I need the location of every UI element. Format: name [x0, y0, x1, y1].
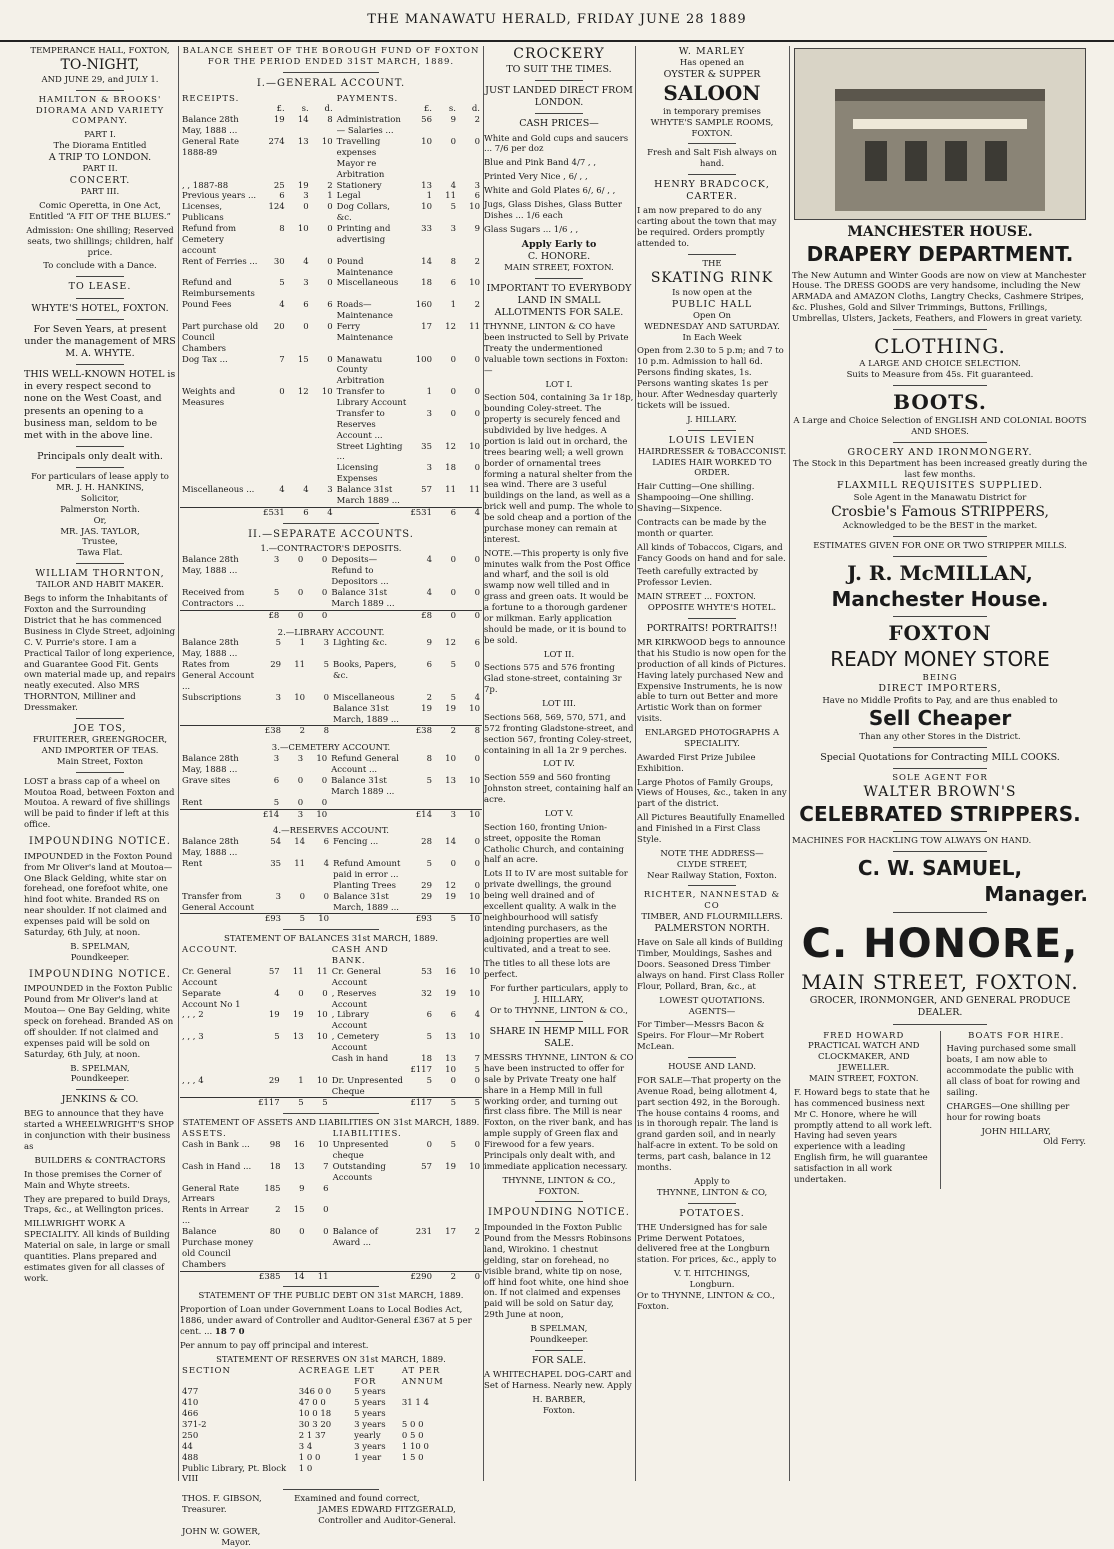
longburn-text: Longburn.	[689, 1280, 735, 1291]
fish-text: Fresh and Salt Fish always on hand.	[647, 148, 777, 170]
toes-address: Main Street, Foxton	[56, 756, 144, 767]
spelman-name-3: B SPELMAN,	[530, 1324, 588, 1335]
hankins-role: Solicitor,	[80, 493, 120, 504]
toes-name: JOE TOS,	[73, 722, 127, 734]
flaxmill-text: FLAXMILL REQUISITES SUPPLIED.	[837, 480, 1043, 492]
diorama-ad	[24, 46, 176, 272]
hall-heading: TEMPERANCE HALL, FOXTON,	[30, 46, 170, 56]
lot-3: LOT III.	[542, 699, 576, 710]
table-row: Miscellaneous ... 4 4 3 Balance 31st March 1889 ... 57 11 11	[182, 485, 480, 506]
table-row: Rents in Arrear ... 2 15 0	[182, 1205, 329, 1227]
oyster-text: OYSTER & SUPPER	[663, 69, 761, 81]
general-account-heading: I.—GENERAL ACCOUNT.	[256, 77, 406, 89]
column-5	[792, 46, 1088, 1481]
samuel-name: C. W. SAMUEL,	[857, 856, 1023, 881]
receipts-heading: RECEIPTS.	[182, 93, 240, 104]
operetta-text: Comic Operetta, in One Act, Entitled “A FIT OF THE BLUES.”	[29, 201, 171, 222]
millwright-text: MILLWRIGHT WORK A SPECIALITY. All kinds of Building Material on sale, in large or small quantities. Plans prepared and estimates given for all classes of work.	[24, 1219, 171, 1284]
builders-text: BUILDERS & CONTRACTORS	[34, 1155, 166, 1166]
potatoes-thynne: Or to THYNNE, LINTON & CO., Foxton.	[637, 1290, 776, 1312]
marley-name: W. MARLEY	[678, 46, 746, 57]
lot-5: LOT V.	[544, 808, 574, 819]
table-row: Balance 28th May, 1888 ... 54 14 6 Fencing ... 28 14 0	[182, 837, 480, 859]
list-item: White and Gold Plates 6/, 6/ , ,	[484, 186, 616, 197]
thynne-intro: THYNNE, LINTON & CO have been instructed to Sell by Private Treaty the undermentioned valuable town sections in Foxton:—	[484, 322, 629, 376]
acknowledged-text: Acknowledged to be the BEST in the market.	[842, 521, 1038, 532]
payments-heading: PAYMENTS.	[336, 93, 399, 104]
table-row: Street Lighting ... 35 12 10	[336, 441, 480, 463]
suit-text: TO SUIT THE TIMES.	[506, 63, 612, 75]
barber-name: H. BARBER,	[532, 1394, 586, 1405]
hair-prices: Hair Cutting—One shilling. Shampooing—One shilling. Shaving—Sixpence.	[637, 482, 755, 515]
enlarged-text: ENLARGED PHOTOGRAPHS A SPECIALITY.	[644, 728, 780, 749]
spelman-name-1: B. SPELMAN,	[70, 941, 130, 952]
lost-notice: LOST a brass cap of a wheel on Moutoa Road, between Foxton and Moutoa. A reward of five shillings will be paid to finder if left at this office.	[24, 776, 175, 831]
celebrated-strippers: CELEBRATED STRIPPERS.	[799, 801, 1081, 826]
assets-heading: STATEMENT OF ASSETS AND LIABILITIES ON 31st MARCH, 1889.	[182, 1118, 480, 1129]
impound-heading-2: IMPOUNDING NOTICE.	[29, 968, 171, 980]
jenkins-text-2: In those premises the Corner of Main and Whyte streets.	[24, 1169, 162, 1191]
balance-sheet-title: BALANCE SHEET OF THE BOROUGH FUND OF FOXTON FOR THE PERIOD ENDED 31ST MARCH, 1889.	[182, 46, 480, 67]
list-item: White and Gold cups and saucers ... 7/6 per doz	[484, 133, 629, 155]
table-row: Balance 31st March, 1889 ... 19 19 10	[333, 703, 480, 725]
table-row: General Rate 1888-89 274 13 10 Travelling expenses Mayor re Arbitration 10 0 0	[182, 137, 480, 180]
lot-note: NOTE.—This property is only five minutes walk from the Post Office and wharf, and the soil is old swamp now well tilled and in grass and green oats. It would be a fortune to a thorough gardener or milkman. Early application should be made, or it is bound to be sold.	[484, 548, 631, 646]
levien-name: LOUIS LEVIEN	[668, 434, 756, 446]
table-row: 371-2 30 3 20 3 years 5 0 0	[182, 1420, 424, 1431]
table-row: , , , 3 5 13 10 , Cemetery Account 5 13 10	[182, 1032, 480, 1054]
apply-text: Apply Early to	[521, 238, 597, 250]
than-any-text: Than any other Stores in the District.	[859, 732, 1021, 743]
debt-text-2: Per annum to pay off principal and interest.	[180, 1340, 369, 1351]
separate-accounts-heading: II.—SEPARATE ACCOUNTS.	[248, 528, 414, 540]
lots-text: Lots II to IV are most suitable for private dwellings, the ground being well drained and of excellent quality. A walk in the neighbourhood will satisfy intending purchasers, as the adjoining properties are well cultivated, and a treat to see.	[484, 869, 628, 956]
part-2: PART II.	[82, 164, 118, 175]
table-row: Transfer from General Account 3 0 0 Balance 31st March, 1889 ... 29 19 10	[182, 891, 480, 913]
howard-name: FRED HOWARD	[823, 1030, 905, 1041]
walter-brown: WALTER BROWN'S	[863, 783, 1017, 800]
now-open: Is now open at the	[672, 287, 752, 298]
balances-heading: STATEMENT OF BALANCES 31st MARCH, 1889.	[224, 934, 438, 945]
palmerston-text: PALMERSTON NORTH.	[654, 923, 770, 935]
thynne-signature: THYNNE, LINTON & CO.,	[502, 1175, 616, 1186]
table-row: 477 346 0 0 5 years	[182, 1387, 386, 1398]
part-1: PART I.	[84, 130, 116, 141]
lot-5-text: Section 160, fronting Union-street, opposite the Roman Catholic Church, and containing half an acre.	[484, 822, 624, 866]
general-rows	[180, 115, 482, 507]
drays-text: They are prepared to build Drays, Traps, &c., at Wellington prices.	[24, 1194, 171, 1216]
apply-to: Apply to	[694, 1176, 730, 1187]
jenkins-text: BEG to announce that they have started a WHEELWRIGHT'S SHOP in conjunction with their business as	[24, 1109, 174, 1153]
house-land-heading: HOUSE AND LAND.	[668, 1062, 756, 1072]
table-row: 44 3 4 3 years 1 10 0	[182, 1441, 429, 1452]
honore-address: MAIN STREET, FOXTON.	[801, 969, 1079, 994]
price-list	[484, 134, 634, 236]
grocer-text: GROCER, IRONMONGER, AND GENERAL PRODUCE DEALER.	[809, 995, 1071, 1019]
table-row: , , , 4 29 1 10 Dr. Unpresented Cheque 5 0 0	[182, 1075, 480, 1097]
dates-text: AND JUNE 29, and JULY 1.	[41, 74, 159, 85]
note-address: NOTE THE ADDRESS—	[660, 848, 764, 859]
open-on: Open On	[692, 310, 732, 321]
table-row: 488 1 0 0 1 year 1 5 0	[182, 1452, 424, 1463]
awarded-text: Awarded First Prize Jubilee Exhibition.	[637, 752, 756, 774]
column-rule	[635, 46, 636, 1481]
teeth-text: Teeth carefully extracted by Professor Levien.	[637, 567, 759, 589]
reserves-heading: 4.—RESERVES ACCOUNT.	[272, 826, 390, 837]
agents-heading: AGENTS—	[688, 1006, 736, 1017]
toes-ad	[24, 723, 176, 768]
table-row: Balance 28th May, 1888 ... 3 3 10 Refund General Account ... 8 10 0	[182, 754, 480, 776]
lowest-text: LOWEST QUOTATIONS.	[659, 995, 765, 1006]
titles-text: The titles to all these lots are perfect.	[484, 959, 611, 981]
thynne-place: FOXTON.	[538, 1186, 580, 1197]
each-week: In Each Week	[682, 332, 742, 343]
rink-hillary: J. HILLARY.	[687, 414, 737, 425]
enamelled-text: All Pictures Beautifully Enamelled and Finished in a First Class Style.	[637, 813, 785, 845]
table-row: Subscriptions 3 10 0 Miscellaneous 2 5 4	[182, 692, 480, 703]
list-item: Printed Very Nice , 6/ , ,	[484, 172, 588, 183]
drapery-heading: DRAPERY DEPARTMENT.	[806, 241, 1074, 266]
tobaccos-text: All kinds of Tobaccos, Cigars, and Fancy Goods on hand and for sale.	[637, 542, 786, 564]
hillary-name: J. HILLARY,	[534, 994, 584, 1005]
important-heading: IMPORTANT TO EVERYBODY	[486, 282, 632, 294]
taylor-place: Tawa Flat.	[77, 548, 123, 559]
table-row: , , 1887-88 25 19 2 Stationery 13 4 3	[182, 180, 480, 191]
spelman-role-2: Poundkeeper.	[70, 1074, 130, 1085]
table-row: Received from Contractors ... 5 0 0 Balance 31st March 1889 ... 4 0 0	[182, 587, 480, 609]
opened-text: Has opened an	[679, 58, 745, 69]
timber-text: Have on Sale all kinds of Building Timber, Mouldings, Sashes and Doors. Seasoned Dress Timber always on hand. First Class Roller Flour, Pollard, Bran, &c., at	[637, 938, 785, 992]
table-row: Rates from General Account ... 29 11 5 Books, Papers, &c. 6 5 0	[182, 660, 480, 692]
table-row: Weights and Measures 0 12 10 Transfer to Library Account 1 0 0	[182, 387, 480, 409]
carter-text: CARTER.	[686, 191, 738, 203]
assets-table: ASSETS. LIABILITIES. Cash in Bank ... 98 16 10 Unpresented cheque 0 5 0 Cash in Hand ... 18 13 7 Outstanding Accounts 57 19 10 General Rate Arrears 185 9 6 Rents in Arrear ... 2 15 0 Balance Purchase money old Council Chambers 80 0 0 Balance of Award ... 231 17 2 £385 14 11 £290 2 0	[182, 1129, 480, 1282]
sell-cheaper-text: Sell Cheaper	[868, 706, 1012, 731]
concert-title: CONCERT.	[69, 175, 131, 187]
part-3: PART III.	[80, 187, 120, 198]
column-3	[484, 46, 634, 1481]
contracts-text: Contracts can be made by the month or quarter.	[637, 517, 767, 539]
lease-ad	[24, 281, 176, 559]
column-4	[637, 46, 787, 1481]
table-row: Grave sites 6 0 0 Balance 31st March 1889 ... 5 13 10	[182, 775, 480, 797]
ladies-text: LADIES HAIR WORKED TO ORDER.	[652, 457, 772, 479]
table-row: Pound Fees 4 6 6 Roads— Maintenance 160 1 2	[182, 300, 480, 322]
library-table: Balance 28th May, 1888 ... 5 1 3 Lighting &c. 9 12 6 Rates from General Account ... 29 11 5 Books, Papers, &c. 6 5 0 Subscriptions 3 10 0 Miscellaneous 2 5 4 Balance 31st March, 1889 ... 19 19 10 £38 2 8 £38 2 8	[182, 638, 480, 737]
table-row: Previous years ... 6 3 1 Legal 1 11 6	[182, 191, 480, 202]
carter-desc: I am now prepared to do any carting about the town that may be required. Orders promptly attended to.	[637, 206, 777, 250]
honore-banner: C. HONORE,	[801, 920, 1079, 967]
signatures: THOS. F. GIBSON, Examined and found correct, Treasurer. JAMES EDWARD FITZGERALD, Controller and Auditor-General. JOHN W. GOWER, Mayor.	[182, 1494, 456, 1548]
thornton-ad	[24, 568, 176, 714]
portraits-heading: PORTRAITS! PORTRAITS!!	[646, 622, 778, 634]
rink-text: Open from 2.30 to 5 p.m; and 7 to 10 p.m. Admission to hall 6d. Persons finding skates, 1s. Persons wanting skates 1s per hour. After Wednesday quarterly tickets will be issued.	[637, 346, 784, 411]
boats-text: Having purchased some small boats, I am now able to accommodate the public with all class of boat for rowing and sailing.	[946, 1044, 1081, 1098]
boots-heading: BOOTS.	[893, 390, 987, 415]
cash-prices-heading: CASH PRICES—	[519, 118, 599, 130]
watchmaker-text: PRACTICAL WATCH AND CLOCKMAKER, AND JEWELLER.	[808, 1041, 920, 1074]
lease-heading: TO LEASE.	[68, 281, 132, 293]
spelman-name-2: B. SPELMAN,	[70, 1063, 130, 1074]
rooms-text: WHYTE'S SAMPLE ROOMS, FOXTON.	[650, 117, 774, 139]
reserves-table: Balance 28th May, 1888 ... 54 14 6 Fencing ... 28 14 0 Rent 35 11 4 Refund Amount paid in error ... 5 0 0 Planting Trees 29 12 0 Transfer from General Account 3 0 0 Balance 31st March, 1889 ... 29 19 10 £93 5 10 £93 5 10	[182, 837, 480, 925]
saloon-text: SALOON	[663, 81, 761, 106]
reserves-list-table: SECTION ACREAGE LET FOR AT PER ANNUM 477 346 0 0 5 years 410 47 0 0 5 years 31 1 4 466 10 0 18 5 years 371-2 30 3 20 3 years 5 0 0 250 2 1 37 yearly 0 5 0 44 3 4 3 years 1 10 0 488 1 0 0 1 year 1 5 0 Public Library, Pt. Block VIII 1 0	[180, 1366, 482, 1486]
public-hall: PUBLIC HALL	[671, 298, 753, 310]
cemetery-heading: 3.—CEMETERY ACCOUNT.	[271, 743, 391, 754]
masthead: THE MANAWATU HERALD, FRIDAY JUNE 28 1889	[0, 0, 1114, 42]
thornton-trade: TAILOR AND HABIT MAKER.	[36, 580, 164, 591]
table-row: Refund from Cemetery account 8 10 0 Printing and advertising 33 3 9	[182, 224, 480, 256]
table-row: Cr. General Account 57 11 11 Cr. General Account 53 16 10	[182, 966, 480, 988]
list-item: Jugs, Glass Dishes, Glass Butter Dishes ... 1/6 each	[484, 199, 622, 221]
column-rule	[178, 46, 179, 1481]
hankins-place: Palmerston North.	[60, 504, 140, 515]
table-row: Licensing Expenses 3 18 0	[336, 463, 480, 485]
list-item: Blue and Pink Band 4/7 , ,	[484, 158, 597, 169]
kirkwood-text: MR KIRKWOOD begs to announce that his Studio is now open for the production of all kinds of Pictures. Having lately purchased New and Expensive Instruments, he is now able to turn out Better and more Artistic Work than on former visits.	[637, 638, 787, 725]
table-row: Rent 35 11 4 Refund Amount paid in error ... 5 0 0	[182, 859, 480, 880]
potatoes-text: THE Undersigned has for sale Prime Derwent Potatoes, delivered free at the Longburn station. For prices, &c., apply to	[637, 1222, 777, 1266]
table-row: Transfer to Reserves Account ... 3 0 0	[336, 408, 480, 441]
cemetery-table: Balance 28th May, 1888 ... 3 3 10 Refund General Account ... 8 10 0 Grave sites 6 0 0 Balance 31st March 1889 ... 5 13 10 Rent 5 0 0 £14 3 10 £14 3 10	[182, 754, 480, 820]
table-row: Rent of Ferries ... 30 4 0 Pound Maintenance 14 8 2	[182, 256, 480, 278]
general-total-row: £531 6 4 £531 6 4	[180, 507, 482, 518]
no-middle-text: Have no Middle Profits to Pay, and are thus enabled to	[822, 695, 1058, 706]
table-row: Separate Account No 1 4 0 0 , Reserves Account 32 19 10	[182, 988, 480, 1010]
hairdresser-text: HAIRDRESSER & TOBACCONIST.	[637, 446, 787, 457]
rink-days: WEDNESDAY AND SATURDAY.	[644, 321, 780, 332]
years-text: For Seven Years, at present under the management of MRS M. A. WHYTE.	[24, 323, 176, 359]
table-row: £117 10 5	[410, 1064, 480, 1075]
table-row: General Rate Arrears 185 9 6	[182, 1183, 329, 1205]
house-thynne: THYNNE, LINTON & CO,	[656, 1187, 768, 1198]
house-text: FOR SALE—That property on the Avenue Road, being allotment 4, part section 492, in the Borough. The house contains 4 rooms, and is in thorough repair. The land is grand garden soil, and in nearly half-acre in extent. To be sold on terms, part cash, balance in 12 months.	[637, 1075, 781, 1173]
special-quotations: Special Quotations for Contracting MILL COOKS.	[820, 751, 1060, 763]
or-thynne: Or to THYNNE, LINTON & CO.,	[489, 1005, 628, 1016]
table-row: Public Library, Pt. Block VIII 1 0	[182, 1463, 313, 1485]
table-row: Balance 28th May, 1888 ... 19 14 8 Administration— Salaries ... 56 9 2	[182, 115, 480, 137]
mcmillan-name: J. R. McMILLAN,	[847, 561, 1033, 586]
part-1-desc: The Diorama Entitled	[53, 141, 147, 152]
taylor-role: Trustee,	[82, 537, 118, 548]
thornton-name: WILLIAM THORNTON,	[35, 568, 165, 580]
table-row: Part purchase old Council Chambers 20 0 0 Ferry Maintenance 17 12 11	[182, 321, 480, 354]
crockery-heading: CROCKERY	[513, 46, 605, 62]
lot-2-text: Sections 575 and 576 fronting Glad stone-street, containing 3r 7p.	[484, 663, 622, 696]
contractors-table: Balance 28th May, 1888 ... 3 0 0 Deposits— Refund to Depositors ... 4 0 0 Received from Contractors ... 5 0 0 Balance 31st March 1889 ... 4 0 0 £8 0 0 £8 0 0	[182, 555, 480, 621]
potatoes-heading: POTATOES.	[679, 1207, 745, 1219]
debt-heading: STATEMENT OF THE PUBLIC DEBT ON 31st MARCH, 1889.	[198, 1291, 464, 1302]
library-heading: 2.—LIBRARY ACCOUNT.	[277, 627, 385, 638]
particulars-text: For particulars of lease apply to	[31, 472, 169, 483]
boots-text: A Large and Choice Selection of ENGLISH AND COLONIAL BOOTS AND SHOES.	[793, 415, 1087, 437]
debt-text: Proportion of Loan under Government Loans to Local Bodies Act, 1886, under award of Controller and Auditor-General £367 at 5 per cent. ... 18 7 0	[180, 1305, 472, 1338]
hemp-text: MESSRS THYNNE, LINTON & CO have been instructed to offer for sale by Private Treaty one half share in a Hemp Mill in full working order, and turning out first class fibre. The Mill is near Foxton, on the river bank, and has ample supply of Green flax and Firewood for a few years. Principals only dealt with, and immediate application necessary.	[484, 1053, 634, 1172]
direct-importers: DIRECT IMPORTERS,	[878, 683, 1002, 695]
lot-4: LOT IV.	[543, 759, 575, 770]
taylor-name: MR. JAS. TAYLOR,	[60, 526, 140, 537]
table-row: 250 2 1 37 yearly 0 5 0	[182, 1430, 424, 1441]
manager-text: Manager.	[984, 881, 1088, 906]
charges-text: CHARGES—One shilling per hour for rowing boats	[946, 1101, 1070, 1123]
table-row: 410 47 0 0 5 years 31 1 4	[182, 1398, 429, 1409]
column-2	[180, 46, 482, 1548]
richter-name: RICHTER, NANNESTAD & CO	[643, 890, 781, 912]
company-name: HAMILTON & BROOKS' DIORAMA AND VARIETY COMPANY.	[35, 94, 165, 127]
table-row: Refund and Reimbursements 5 3 0 Miscellaneous 18 6 10	[182, 278, 480, 300]
dogcart-text: A WHITECHAPEL DOG-CART and Set of Harness. Nearly new. Apply	[484, 1369, 632, 1391]
for-sale-heading: FOR SALE.	[531, 1354, 587, 1366]
lot-1: LOT I.	[545, 379, 573, 390]
hotel-desc: THIS WELL-KNOWN HOTEL is in every respect second to none on the West Coast, and presents an opening to a business man, seldom to be met with in the above line.	[24, 369, 176, 441]
table-row: Balance 28th May, 1888 ... 3 0 0 Deposits— Refund to Depositors ... 4 0 0	[182, 555, 480, 588]
honore-name: C. HONORE.	[527, 250, 591, 262]
honore-address: MAIN STREET, FOXTON.	[504, 262, 614, 273]
or-text: Or,	[93, 515, 107, 526]
foxton-heading: FOXTON	[888, 621, 992, 646]
opposite-text: OPPOSITE WHYTE'S HOTEL.	[647, 603, 777, 614]
rink-heading: SKATING RINK	[650, 269, 774, 286]
table-row: Licenses, Publicans 124 0 0 Dog Collars, &c. 10 5 10	[182, 202, 480, 224]
boats-heading: BOATS FOR HIRE.	[968, 1030, 1065, 1041]
lot-3-text: Sections 568, 569, 570, 571, and 572 fronting Gladstone-street, and section 567, fronting Coley-street, containing in all 1a 2r 9 perches.	[484, 712, 634, 756]
column-1	[24, 46, 176, 1481]
manchester-house-illustration	[794, 48, 1086, 220]
railway-text: Near Railway Station, Foxton.	[647, 870, 777, 881]
hitchings-name: V. T. HITCHINGS,	[673, 1269, 751, 1280]
clothing-selection: A LARGE AND CHOICE SELECTION.	[859, 359, 1021, 370]
table-row: Balance Purchase money old Council Chambers 80 0 0 Balance of Award ... 231 17 2	[182, 1227, 480, 1270]
the-text: THE	[702, 258, 722, 269]
tonight-heading: TO-NIGHT,	[60, 56, 140, 73]
thornton-text: Begs to inform the Inhabitants of Foxton and the Surrounding District that he has commenced Business in Clyde Street, adjoining C. V. Purrie's store. I am a Practical Tailor of long experience, and Guarantee Good Fit. Gents own material made up, and repairs neatly executed. Also MRS THORNTON, Milliner and Dressmaker.	[24, 594, 176, 713]
column-rule	[789, 46, 790, 1481]
sole-agent-2: SOLE AGENT FOR	[892, 773, 988, 784]
spelman-role-1: Poundkeeper.	[70, 952, 130, 963]
table-row: Cash in Bank ... 98 16 10 Unpresented cheque 0 5 0	[182, 1140, 480, 1161]
impound-text-1: IMPOUNDED in the Foxton Pound from Mr Oliver's land at Moutoa— One Black Gelding, white star on forehead, one forefoot white, one hind foot white. Branded RS on near shoulder. If not claimed and expenses paid will be sold on Saturday, 6th July, at noon.	[24, 851, 173, 938]
landed-text: JUST LANDED DIRECT FROM LONDON.	[485, 85, 633, 109]
being-text: BEING	[922, 672, 958, 683]
crosbie-text: Crosbie's Famous STRIPPERS,	[831, 503, 1049, 520]
impound-text-3: Impounded in the Foxton Public Pound from the Messrs Robinsons land, Wirokino. 1 chestnut gelding, star on forehead, no visible brand, white tip on nose, off hind foot white, one hind shoe on. If not claimed and expenses paid will be sold on Satur day, 29th June at noon,	[484, 1223, 632, 1321]
land-heading: LAND IN SMALL ALLOTMENTS FOR SALE.	[494, 294, 624, 319]
contractors-heading: 1.—CONTRACTOR'S DEPOSITS.	[260, 544, 402, 555]
table-row: Cash in hand 18 13 7	[331, 1053, 480, 1064]
howard-address: MAIN STREET, FOXTON.	[809, 1074, 919, 1085]
table-row: 466 10 0 18 5 years	[182, 1409, 386, 1420]
grocery-heading: GROCERY AND IRONMONGERY.	[847, 446, 1033, 458]
trip-title: A TRIP TO LONDON.	[48, 152, 152, 164]
impound-heading-3: IMPOUNDING NOTICE.	[488, 1207, 630, 1219]
general-account-table: RECEIPTS. PAYMENTS. £. s. d. £. s. d. Balance 28th May, 1888 ... 19 14 8 Administration— Salaries ... 56 9 2 General Rate 1888-89 274 13 10 Travelling expenses Mayor re Arbitration 10 0 0 , , 1887-88 25 19 2 Stationery 13 4 3 Previous years ... 6 3 1 Legal 1 11 6 Licenses, Publicans 124 0 0 Dog Collars, &c. 10 5 10 Refund from Cemetery account 8 10 0 Printing and advertising 33 3 9 Rent of Ferries ... 30 4 0 Pound Maintenance 14 8 2 Refund and Reimbursements 5 3 0 Miscellaneous 18 6 10 Pound Fees 4 6 6 Roads— Maintenance 160 1 2 Part purchase old Council Chambers 20 0 0 Ferry Maintenance 17 12 11 Dog Tax ... 7 15 0 Manawatu County Arbitration 100 0 0 Weights and Measures 0 12 10 Transfer to Library Account 1 0 0 Transfer to Reserves Account ... 3 0 0 Street Lighting ... 35 12 10 Licensing Expenses 3 18 0 Miscellaneous ... 4 4 3 Balance 31st March 1889 ... 57 11 11 £531 6 4 £531 6 4	[182, 93, 480, 518]
table-row: Rent 5 0 0	[182, 797, 328, 808]
balances-table: ACCOUNT. CASH AND BANK. Cr. General Account 57 11 11 Cr. General Account 53 16 10 Separate Account No 1 4 0 0 , Reserves Account 32 19 10 , , , 2 19 19 10 , Library Account 6 6 4 , , , 3 5 13 10 , Cemetery Account 5 13 10 Cash in hand 18 13 7 £117 10 5 , , , 4 29 1 10 Dr. Unpresented Cheque 5 0 0 £117 5 5 £117 5 5	[182, 945, 480, 1109]
admission-text: Admission: One shilling; Reserved seats, two shillings; children, half price.	[26, 225, 174, 258]
clothing-heading: CLOTHING.	[874, 333, 1006, 358]
table-row: Cash in Hand ... 18 13 7 Outstanding Accounts 57 19 10	[182, 1161, 480, 1183]
temporary-text: in temporary premises	[663, 106, 761, 117]
lot-2: LOT II.	[543, 649, 575, 660]
barber-place: Foxton.	[542, 1405, 576, 1416]
manchester-house-name: Manchester House.	[831, 586, 1049, 611]
jenkins-name: JENKINS & CO.	[61, 1094, 139, 1106]
spelman-role-3: Poundkeeper.	[529, 1334, 589, 1345]
estimates-text: ESTIMATES GIVEN FOR ONE OR TWO STRIPPER MILLS.	[813, 541, 1067, 552]
hankins-name: MR. J. H. HANKINS,	[56, 483, 144, 494]
machines-text: MACHINES FOR HACKLING TOW ALWAYS ON HAND.	[792, 836, 1032, 847]
timber-heading: TIMBER, AND FLOURMILLERS.	[641, 912, 783, 923]
manchester-heading: MANCHESTER HOUSE.	[847, 224, 1033, 240]
impound-text-2: IMPOUNDED in the Foxton Public Pound from Mr Oliver's land at Moutoa— One Bay Gelding, white speck on forehead. Branded AS on off shoulder. If not claimed and expenses paid will be sold on Saturday, 6th July, at noon.	[24, 984, 174, 1060]
bradcock-name: HENRY BRADCOCK,	[654, 179, 770, 191]
stock-text: The Stock in this Department has been increased greatly during the last few months.	[792, 458, 1088, 480]
bottom-ads	[792, 1031, 1088, 1189]
large-photos-text: Large Photos of Family Groups, Views of Houses, &c., taken in any part of the district.	[637, 777, 787, 810]
boats-hillary: JOHN HILLARY,	[981, 1126, 1051, 1137]
sole-agent-text: Sole Agent in the Manawatu District for	[853, 492, 1027, 503]
further-text: For further particulars, apply to	[490, 984, 628, 995]
levien-address: MAIN STREET ... FOXTON.	[637, 592, 756, 603]
drapery-text: The New Autumn and Winter Goods are now on view at Manchester House. The DRESS GOODS are very handsome, including the New ARMADA and AMAZON Cloths, Langtry Checks, Cashmere Stripes, &c. Plushes, Gold and Silver Trimmings, Buttons, Frillings, Umbrellas, Ulsters, Jackets, Feathers, and Flowers in great variety.	[792, 270, 1087, 324]
ready-money-heading: READY MONEY STORE	[830, 646, 1050, 671]
impound-heading-1: IMPOUNDING NOTICE.	[29, 836, 171, 848]
table-row: Balance 28th May, 1888 ... 5 1 3 Lighting &c. 9 12 6	[182, 638, 480, 660]
hotel-name: WHYTE'S HOTEL, FOXTON.	[31, 302, 169, 314]
table-row: , , , 2 19 19 10 , Library Account 6 6 4	[182, 1010, 480, 1032]
clyde-street: CLYDE STREET,	[676, 859, 748, 870]
lot-1-text: Section 504, containing 3a 1r 18p, bounding Coley-street. The property is securely fenced and subdivided by live hedges. A portion is laid out in orchard, the trees bearing well; a well grown border of ornamental trees forming a natural shelter from the sea wind. There are 3 useful buildings on the land, as well as a brick well and pump. The whole to be sold cheap and a portion of the purchase money can remain at interest.	[484, 393, 634, 545]
dance-text: To conclude with a Dance.	[43, 261, 157, 272]
old-ferry-text: Old Ferry.	[1043, 1137, 1086, 1148]
hemp-heading: SHARE IN HEMP MILL FOR SALE.	[489, 1025, 629, 1049]
howard-text: F. Howard begs to state that he has commenced business next Mr C. Honore, where he will promptly attend to all work left. Having had seven years experience with a leading English firm, he will guarantee satisfaction in all work undertaken.	[794, 1087, 933, 1185]
lot-4-text: Section 559 and 560 fronting Johnston street, containing half an acre.	[484, 773, 634, 806]
table-row: Dog Tax ... 7 15 0 Manawatu County Arbitration 100 0 0	[182, 354, 480, 387]
principals-text: Principals only dealt with.	[37, 451, 163, 463]
agents-text: For Timber—Messrs Bacon & Speirs. For Flour—Mr Robert McLean.	[637, 1020, 765, 1053]
table-row: Planting Trees 29 12 0	[333, 880, 480, 891]
toes-trade: FRUITERER, GREENGROCER, AND IMPORTER OF TEAS.	[32, 735, 168, 756]
suits-text: Suits to Measure from 45s. Fit guaranteed.	[846, 370, 1034, 381]
reserves-statement-heading: STATEMENT OF RESERVES ON 31st MARCH, 1889.	[216, 1354, 446, 1365]
list-item: Glass Sugars ... 1/6 , ,	[484, 224, 579, 235]
